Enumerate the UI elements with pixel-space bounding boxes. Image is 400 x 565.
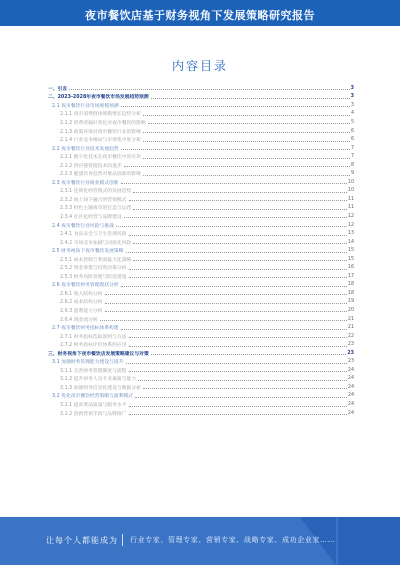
toc-entry-title: 2.7.2 财务指标评价体系的应用: [60, 343, 127, 349]
toc-leader-dots: [133, 192, 347, 193]
toc-leader-dots: [124, 166, 350, 167]
toc-leader-dots: [121, 106, 350, 107]
toc-entry[interactable]: [48, 366, 354, 375]
toc-entry[interactable]: [48, 127, 354, 136]
toc-entry[interactable]: [48, 409, 354, 418]
toc-leader-dots: [133, 209, 347, 210]
toc-entry-title: 2.3.2 线上线下融合的营销模式: [60, 197, 127, 203]
toc-leader-dots: [148, 123, 350, 124]
toc-leader-dots: [126, 363, 347, 364]
toc-leader-dots: [126, 252, 347, 253]
toc-entry-page: 17: [347, 273, 354, 279]
toc-entry[interactable]: [48, 383, 354, 392]
toc-entry[interactable]: [48, 332, 354, 341]
toc-entry-title: 2.1 夜市餐饮行业市场规模预测: [52, 103, 119, 109]
toc-leader-dots: [124, 217, 347, 218]
toc-entry[interactable]: [48, 118, 354, 127]
toc-leader-dots: [143, 158, 350, 159]
toc-entry[interactable]: [48, 84, 354, 93]
toc-leader-dots: [129, 235, 347, 236]
toc-leader-dots: [129, 269, 347, 270]
toc-entry-page: 8: [350, 162, 354, 168]
toc-entry[interactable]: [48, 340, 354, 349]
toc-entry-page: 24: [347, 367, 354, 373]
toc-entry-page: 5: [350, 119, 354, 125]
toc-entry[interactable]: [48, 392, 354, 401]
toc-entry-title: 2.2.1 数字化技术在夜市餐饮中的应用: [60, 155, 141, 161]
toc-entry[interactable]: [48, 306, 354, 315]
toc-entry[interactable]: [48, 110, 354, 119]
toc-entry[interactable]: [48, 358, 354, 367]
toc-leader-dots: [129, 337, 347, 338]
toc-leader-dots: [129, 200, 347, 201]
toc-entry-title: 3.2.1 提高菜品质量与服务水平: [60, 403, 127, 408]
toc-entry-title: 2.2.3 健康饮食趋势对菜品创新的影响: [60, 172, 141, 178]
toc-entry-title: 2.6.3 盈利能力分析: [60, 308, 103, 314]
toc-leader-dots: [121, 183, 347, 184]
toc-entry-page: 10: [347, 179, 354, 185]
toc-entry-title: 2.3.4 社区化经营与品牌建设: [60, 214, 122, 220]
toc-leader-dots: [116, 226, 347, 227]
toc-entry-title: 3.1 加强财务管理能力建设与提升: [52, 360, 124, 366]
toc-entry-page: 12: [347, 213, 354, 219]
toc-entry-page: 7: [350, 145, 354, 151]
toc-leader-dots: [121, 329, 347, 330]
toc-entry-title: 3.1.2 提升财务人员专业素质与能力: [60, 377, 137, 383]
toc-leader-dots: [121, 149, 350, 150]
report-title: 夜市餐饮店基于财务视角下发展策略研究报告: [85, 9, 315, 22]
toc-entry[interactable]: [48, 169, 354, 178]
toc-entry-page: 24: [347, 393, 354, 399]
toc-entry-title: 2.7.1 财务指标选取原则与方法: [60, 334, 127, 340]
toc-leader-dots: [143, 141, 350, 142]
toc-entry[interactable]: [48, 289, 354, 298]
toc-entry[interactable]: [48, 195, 354, 204]
toc-entry-page: 24: [347, 384, 354, 390]
toc-leader-dots: [105, 303, 347, 304]
toc-entry[interactable]: [48, 323, 354, 332]
toc-entry-page: 22: [347, 333, 354, 339]
toc-entry[interactable]: [48, 246, 354, 255]
toc-entry[interactable]: [48, 161, 354, 170]
toc-entry-title: 3.2.2 创新营销手段与品牌推广: [60, 411, 127, 417]
toc-entry-title: 2.5.2 资金筹措与投资决策分析: [60, 266, 127, 272]
toc-entry-title: 2.2 夜市餐饮行业技术发展趋势: [52, 146, 119, 152]
toc-leader-dots: [135, 397, 347, 398]
toc-leader-dots: [129, 346, 347, 347]
toc-leader-dots: [143, 115, 350, 116]
table-of-contents: [48, 84, 354, 417]
toc-entry-page: 15: [347, 248, 354, 254]
toc-entry-page: 19: [347, 299, 354, 305]
toc-entry[interactable]: [48, 375, 354, 384]
toc-entry-page: 6: [350, 128, 354, 134]
toc-leader-dots: [129, 406, 347, 407]
toc-leader-dots: [143, 132, 350, 133]
toc-entry-title: 2.1.1 夜市消费群体规模增长趋势分析: [60, 112, 141, 118]
toc-entry-title: 2.6 夜市餐饮财务管理现状分析: [52, 283, 119, 289]
toc-entry-title: 2.3.3 特色主题夜市的打造与运营: [60, 206, 132, 212]
toc-entry-page: 24: [347, 410, 354, 416]
toc-entry-page: 12: [347, 222, 354, 228]
toc-entry-title: 2.6.1 收入结构分析: [60, 291, 103, 297]
toc-entry-page: 24: [347, 402, 354, 407]
toc-entry-title: 2.3 夜市餐饮行业商业模式创新: [52, 180, 119, 186]
toc-entry-page: 21: [347, 316, 354, 322]
toc-entry-page: 18: [347, 290, 354, 296]
toc-entry-title: 3.1.1 完善财务管理制度与流程: [60, 368, 127, 374]
toc-entry-page: 11: [347, 196, 354, 202]
toc-entry[interactable]: [48, 135, 354, 144]
toc-entry-page: 20: [347, 307, 354, 313]
toc-entry-page: 3: [350, 85, 354, 91]
toc-entry[interactable]: [48, 281, 354, 290]
toc-entry-title: 2.6.2 成本结构分析: [60, 300, 103, 306]
toc-entry[interactable]: [48, 212, 354, 221]
footer-separator: [122, 534, 123, 546]
toc-entry[interactable]: [48, 204, 354, 213]
toc-entry-page: 3: [350, 94, 354, 100]
toc-entry-title: 2.1.2 消费者偏好变化对夜市餐饮的影响: [60, 120, 146, 126]
toc-entry[interactable]: [48, 221, 354, 230]
toc-entry[interactable]: [48, 178, 354, 187]
toc-leader-dots: [143, 388, 347, 389]
toc-entry[interactable]: [48, 298, 354, 307]
toc-entry[interactable]: [48, 152, 354, 161]
toc-leader-dots: [105, 311, 347, 312]
toc-entry-title: 2.4.1 食品安全与卫生管理风险: [60, 232, 127, 238]
toc-entry-page: 23: [347, 350, 354, 356]
toc-entry-page: 23: [347, 342, 354, 348]
toc-leader-dots: [105, 294, 347, 295]
toc-entry[interactable]: [48, 93, 354, 102]
toc-entry[interactable]: [48, 400, 354, 409]
toc-entry-page: 3: [350, 102, 354, 108]
toc-entry-title: 3.2 优化夜市餐饮经营策略与盈利模式: [52, 394, 134, 400]
toc-entry[interactable]: [48, 315, 354, 324]
toc-leader-dots: [121, 286, 347, 287]
toc-entry-title: 2.5.3 财务风险管理与防范措施: [60, 274, 127, 280]
toc-heading: 内容目录: [171, 59, 228, 73]
toc-leader-dots: [100, 320, 347, 321]
toc-leader-dots: [129, 277, 347, 278]
toc-leader-dots: [151, 354, 347, 355]
toc-entry[interactable]: [48, 272, 354, 281]
toc-entry[interactable]: [48, 144, 354, 153]
toc-entry-page: 18: [347, 282, 354, 288]
toc-leader-dots: [138, 380, 347, 381]
toc-entry-title: 2.6.4 现金流分析: [60, 317, 98, 323]
toc-entry-page: 10: [347, 188, 354, 194]
toc-entry-title: 二、2023-2028年夜市餐饮市场发展趋势预测: [48, 95, 149, 101]
toc-entry-title: 2.2.2 供应链管理技术的进步: [60, 163, 122, 169]
toc-entry-title: 3.1.3 加强财务信息化建设与数据分析: [60, 385, 141, 391]
toc-entry[interactable]: [48, 101, 354, 110]
toc-entry-title: 2.5.1 成本控制与利润最大化策略: [60, 257, 132, 263]
toc-entry-page: 13: [347, 231, 354, 237]
toc-leader-dots: [143, 175, 350, 176]
toc-entry[interactable]: [48, 255, 354, 264]
toc-entry-page: 14: [347, 239, 354, 245]
toc-entry[interactable]: [48, 349, 354, 358]
toc-entry-title: 2.7 夜市餐饮财务指标体系构建: [52, 326, 119, 332]
toc-entry-page: 9: [350, 171, 354, 177]
toc-entry-title: 2.1.3 政策环境对夜市餐饮行业的影响: [60, 129, 141, 135]
toc-entry[interactable]: [48, 229, 354, 238]
toc-entry-page: 7: [350, 154, 354, 160]
toc-entry-page: 16: [347, 265, 354, 271]
toc-leader-dots: [151, 98, 350, 99]
toc-entry-page: 6: [350, 137, 354, 143]
toc-leader-dots: [129, 414, 347, 415]
toc-entry-title: 2.4.2 市场竞争加剧与同质化风险: [60, 240, 132, 246]
toc-entry-page: 4: [350, 111, 354, 117]
toc-entry-page: 21: [347, 325, 354, 331]
toc-entry-page: 15: [347, 256, 354, 262]
toc-entry-page: 23: [347, 359, 354, 365]
toc-entry[interactable]: [48, 238, 354, 247]
toc-entry-title: 2.1.4 行业竞争格局与市场集中度分析: [60, 138, 141, 144]
toc-entry-title: 三、财务视角下夜市餐饮店发展策略建议与对策: [48, 351, 149, 357]
toc-entry-title: 2.5 财务视角下夜市餐饮发展策略: [52, 249, 124, 255]
footer-decoration-block: [338, 517, 400, 565]
toc-entry[interactable]: [48, 187, 354, 196]
footer-brand-text: 让每个人都能成为: [46, 536, 118, 545]
toc-leader-dots: [129, 371, 347, 372]
toc-entry-title: 2.3.1 连锁化经营模式的发展趋势: [60, 189, 132, 195]
toc-entry-page: 11: [347, 205, 354, 211]
toc-leader-dots: [133, 260, 347, 261]
toc-leader-dots: [69, 89, 349, 90]
footer-tagline: 行业专家、管理专家、营销专家、战略专家、成功企业家……: [130, 536, 336, 544]
toc-entry-title: 2.4 夜市餐饮行业风险与挑战: [52, 223, 114, 229]
toc-entry[interactable]: [48, 263, 354, 272]
toc-entry-page: 24: [347, 376, 354, 382]
toc-entry-title: 一、引言: [48, 86, 68, 92]
footer-band: [0, 517, 400, 565]
toc-leader-dots: [133, 243, 347, 244]
